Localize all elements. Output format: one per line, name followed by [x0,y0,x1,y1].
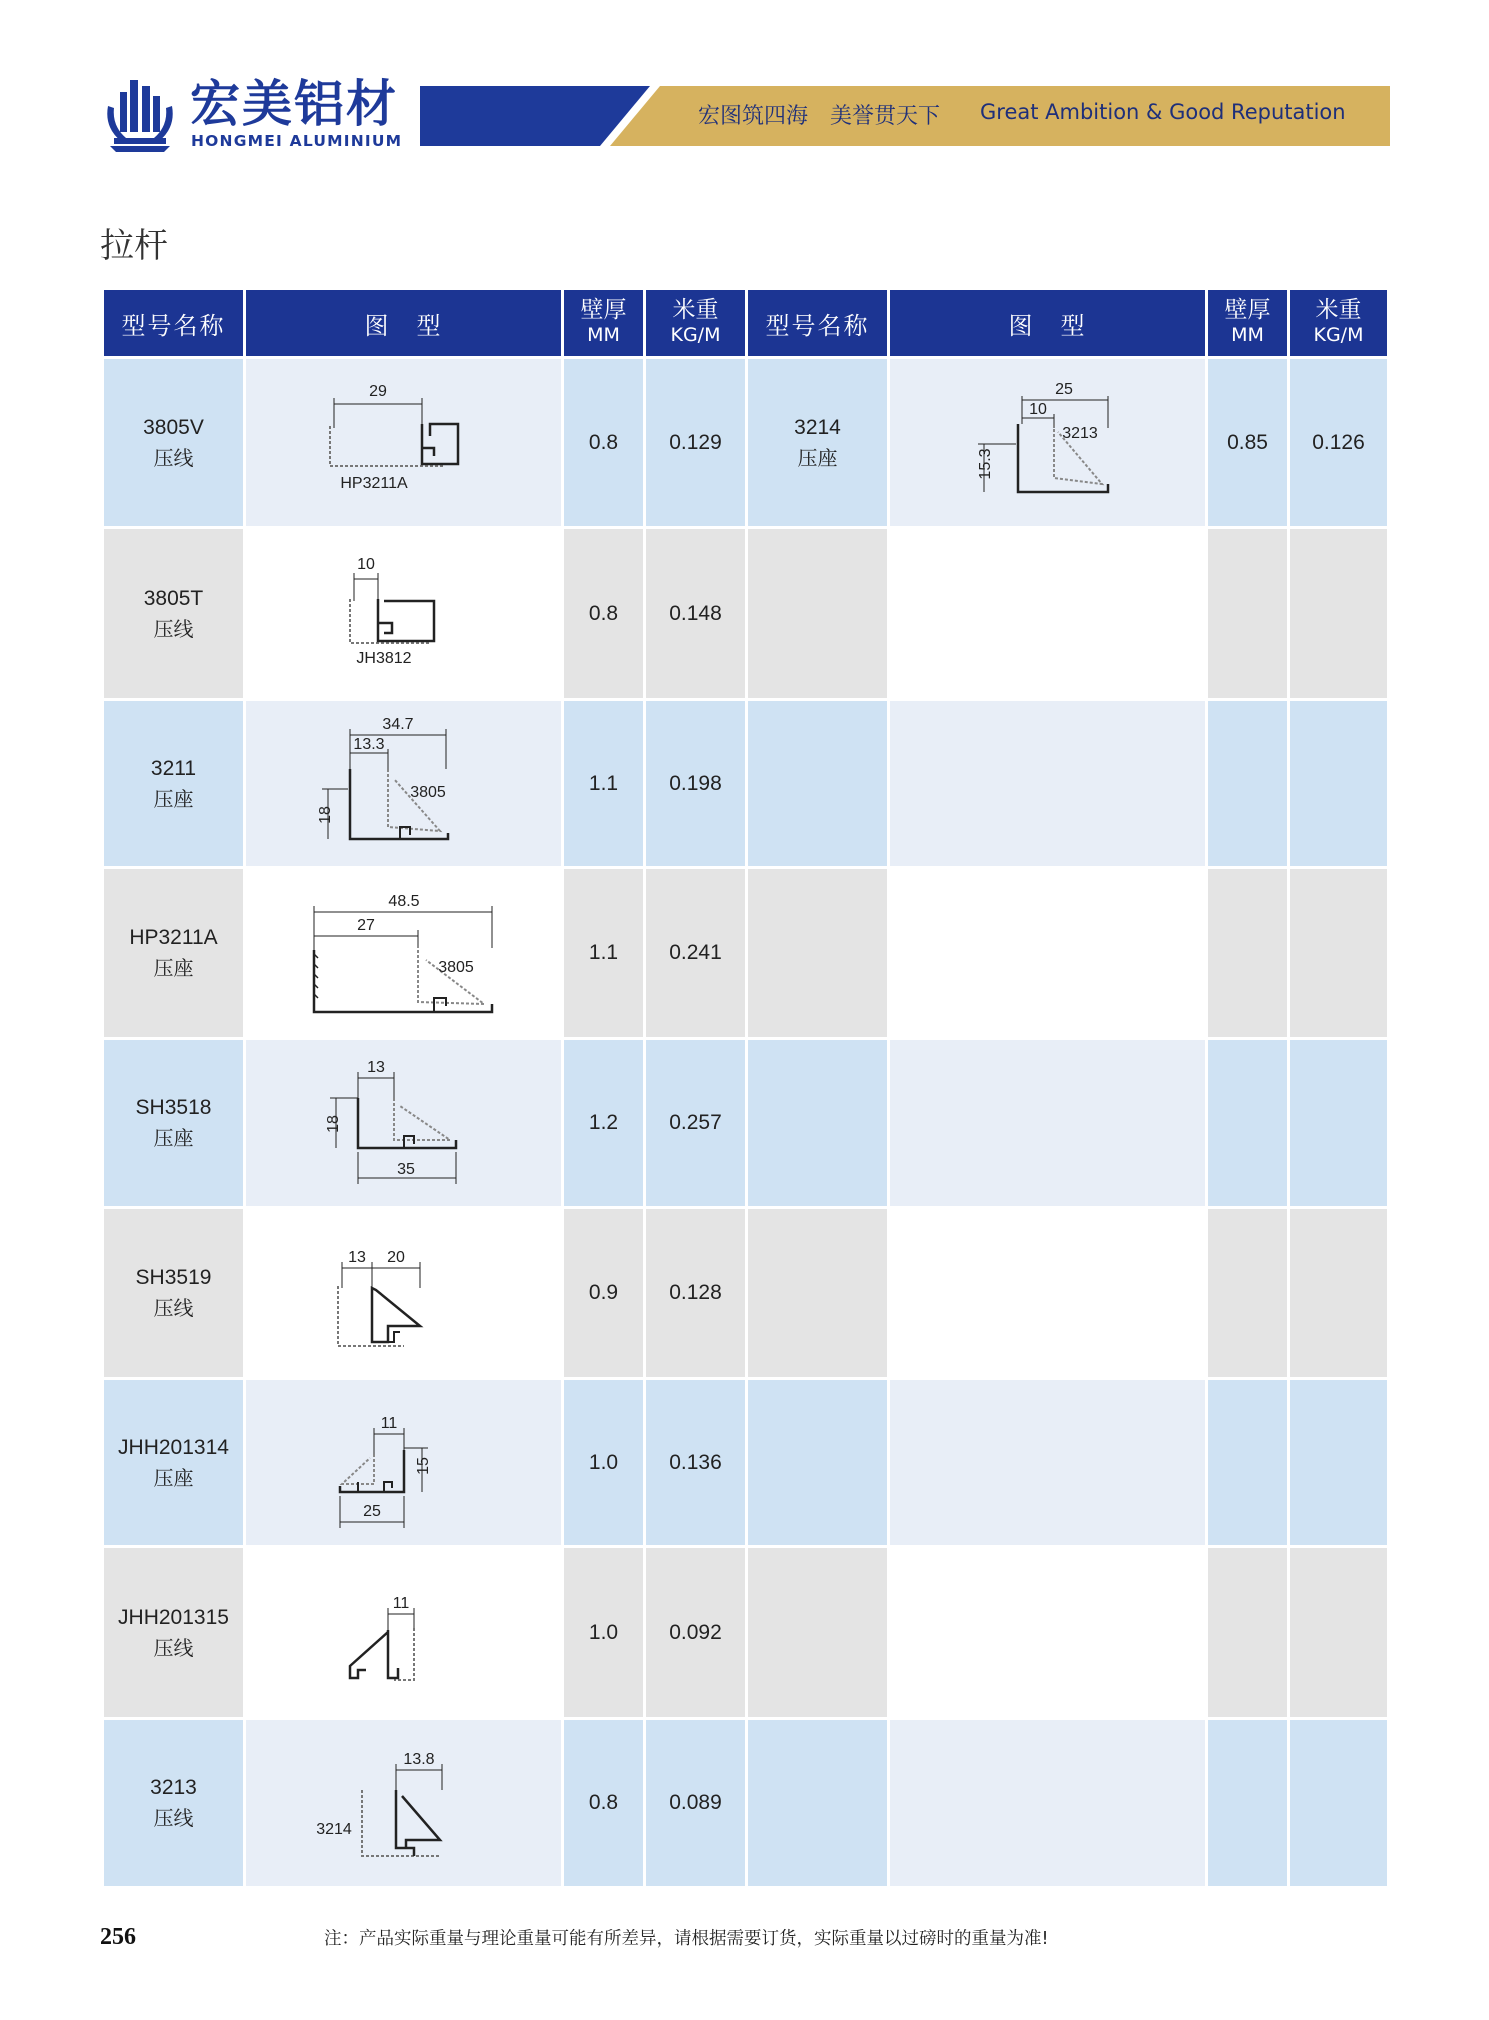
empty-cell [889,1208,1207,1379]
header-figure: 图 型 [245,289,563,358]
weight-cell: 0.241 [645,868,747,1039]
svg-text:10: 10 [1028,400,1047,418]
table-row [103,1039,1389,1208]
model-cell: 3213 压线 [103,1719,245,1888]
table-row [103,1208,1389,1379]
empty-cell [1289,1547,1389,1719]
empty-cell [1207,1039,1289,1208]
profile-figure [889,358,1207,528]
profile-figure [245,1208,563,1379]
profile-figure [245,1719,563,1888]
table-row [103,1379,1389,1547]
header-model-right: 型号名称 [747,289,889,358]
profile-figure [245,358,563,528]
svg-text:13: 13 [366,1059,385,1076]
weight-cell: 0.129 [645,358,747,528]
table-row [103,1719,1389,1888]
svg-text:29: 29 [368,382,387,400]
empty-cell [1289,1379,1389,1547]
slogan-en: Great Ambition & Good Reputation [980,100,1346,124]
svg-text:25: 25 [362,1502,381,1520]
model-cell: 3805V 压线 [103,358,245,528]
weight-cell: 0.136 [645,1379,747,1547]
profile-figure [245,868,563,1039]
header-figure-right: 图 型 [889,289,1207,358]
table-row [103,700,1389,868]
weight-cell: 0.128 [645,1208,747,1379]
svg-text:25: 25 [1054,380,1073,398]
slogan-cn: 宏图筑四海 美誉贯天下 [698,104,941,129]
logo-icon [100,76,180,154]
empty-cell [889,528,1207,700]
profile-figure [245,1547,563,1719]
empty-cell [1289,700,1389,868]
empty-cell [747,1039,889,1208]
profile-figure [245,1379,563,1547]
empty-cell [889,1547,1207,1719]
svg-text:HP3211A: HP3211A [339,474,408,492]
svg-text:JH3812: JH3812 [355,649,412,667]
svg-text:11: 11 [392,1594,409,1612]
empty-cell [1207,1719,1289,1888]
profile-figure [245,700,563,868]
svg-text:3214: 3214 [315,1821,352,1838]
table-row [103,528,1389,700]
svg-text:20: 20 [386,1249,405,1266]
weight-cell: 0.198 [645,700,747,868]
brand-name-en: HONGMEI ALUMINIUM [191,132,403,150]
thickness-cell: 1.1 [563,868,645,1039]
empty-cell [747,700,889,868]
empty-cell [889,700,1207,868]
footnote: 注：产品实际重量与理论重量可能有所差异，请根据需要订货，实际重量以过磅时的重量为准! [324,1929,1049,1949]
svg-text:27: 27 [356,917,375,934]
empty-cell [747,1379,889,1547]
profile-figure [245,1039,563,1208]
weight-cell: 0.148 [645,528,747,700]
thickness-cell: 1.2 [563,1039,645,1208]
model-cell: JHH201314 压座 [103,1379,245,1547]
weight-cell: 0.089 [645,1719,747,1888]
profile-figure [245,528,563,700]
empty-cell [1207,1208,1289,1379]
thickness-cell: 0.8 [563,528,645,700]
svg-text:3805: 3805 [409,783,446,801]
empty-cell [747,868,889,1039]
header-thickness-right: 壁厚 MM [1207,289,1289,358]
empty-cell [1289,1039,1389,1208]
svg-text:11: 11 [380,1414,397,1432]
empty-cell [747,1719,889,1888]
brand-name-cn: 宏美铝材 [190,75,398,133]
model-cell: SH3518 压座 [103,1039,245,1208]
section-title: 拉杆 [100,226,168,266]
model-cell: HP3211A 压座 [103,868,245,1039]
weight-cell: 0.126 [1289,358,1389,528]
svg-text:13.3: 13.3 [352,735,385,753]
empty-cell [1289,528,1389,700]
table-row [103,868,1389,1039]
empty-cell [1289,1208,1389,1379]
model-cell: 3214 压座 [747,358,889,528]
thickness-cell: 0.8 [563,358,645,528]
empty-cell [747,528,889,700]
model-cell: JHH201315 压线 [103,1547,245,1719]
svg-text:35: 35 [396,1161,415,1178]
thickness-cell: 1.0 [563,1547,645,1719]
empty-cell [1207,700,1289,868]
profile-table [101,287,1390,1889]
svg-text:18: 18 [324,1115,342,1133]
thickness-cell: 0.8 [563,1719,645,1888]
svg-text:13.8: 13.8 [402,1751,435,1768]
model-cell: 3211 压座 [103,700,245,868]
model-cell: SH3519 压线 [103,1208,245,1379]
svg-text:13: 13 [347,1249,366,1266]
page-number: 256 [100,1924,136,1950]
empty-cell [1207,1379,1289,1547]
empty-cell [1207,868,1289,1039]
svg-text:15.3: 15.3 [976,447,994,480]
thickness-cell: 1.1 [563,700,645,868]
weight-cell: 0.257 [645,1039,747,1208]
header-weight-right: 米重 KG/M [1289,289,1389,358]
table-header-row [103,289,1389,358]
empty-cell [1289,1719,1389,1888]
header-weight: 米重 KG/M [645,289,747,358]
table-row [103,1547,1389,1719]
empty-cell [1207,1547,1289,1719]
empty-cell [747,1547,889,1719]
svg-text:48.5: 48.5 [387,893,420,910]
empty-cell [889,1379,1207,1547]
empty-cell [1207,528,1289,700]
table-row [103,358,1389,528]
empty-cell [889,1719,1207,1888]
thickness-cell: 1.0 [563,1379,645,1547]
thickness-cell: 0.85 [1207,358,1289,528]
thickness-cell: 0.9 [563,1208,645,1379]
svg-text:3805: 3805 [437,959,474,976]
model-cell: 3805T 压线 [103,528,245,700]
empty-cell [1289,868,1389,1039]
svg-text:18: 18 [316,805,334,824]
header-thickness: 壁厚 MM [563,289,645,358]
weight-cell: 0.092 [645,1547,747,1719]
svg-text:15: 15 [414,1456,432,1475]
header-model: 型号名称 [103,289,245,358]
empty-cell [889,1039,1207,1208]
empty-cell [889,868,1207,1039]
svg-text:3213: 3213 [1061,424,1098,442]
svg-text:10: 10 [356,555,375,573]
empty-cell [747,1208,889,1379]
svg-text:34.7: 34.7 [381,715,414,733]
